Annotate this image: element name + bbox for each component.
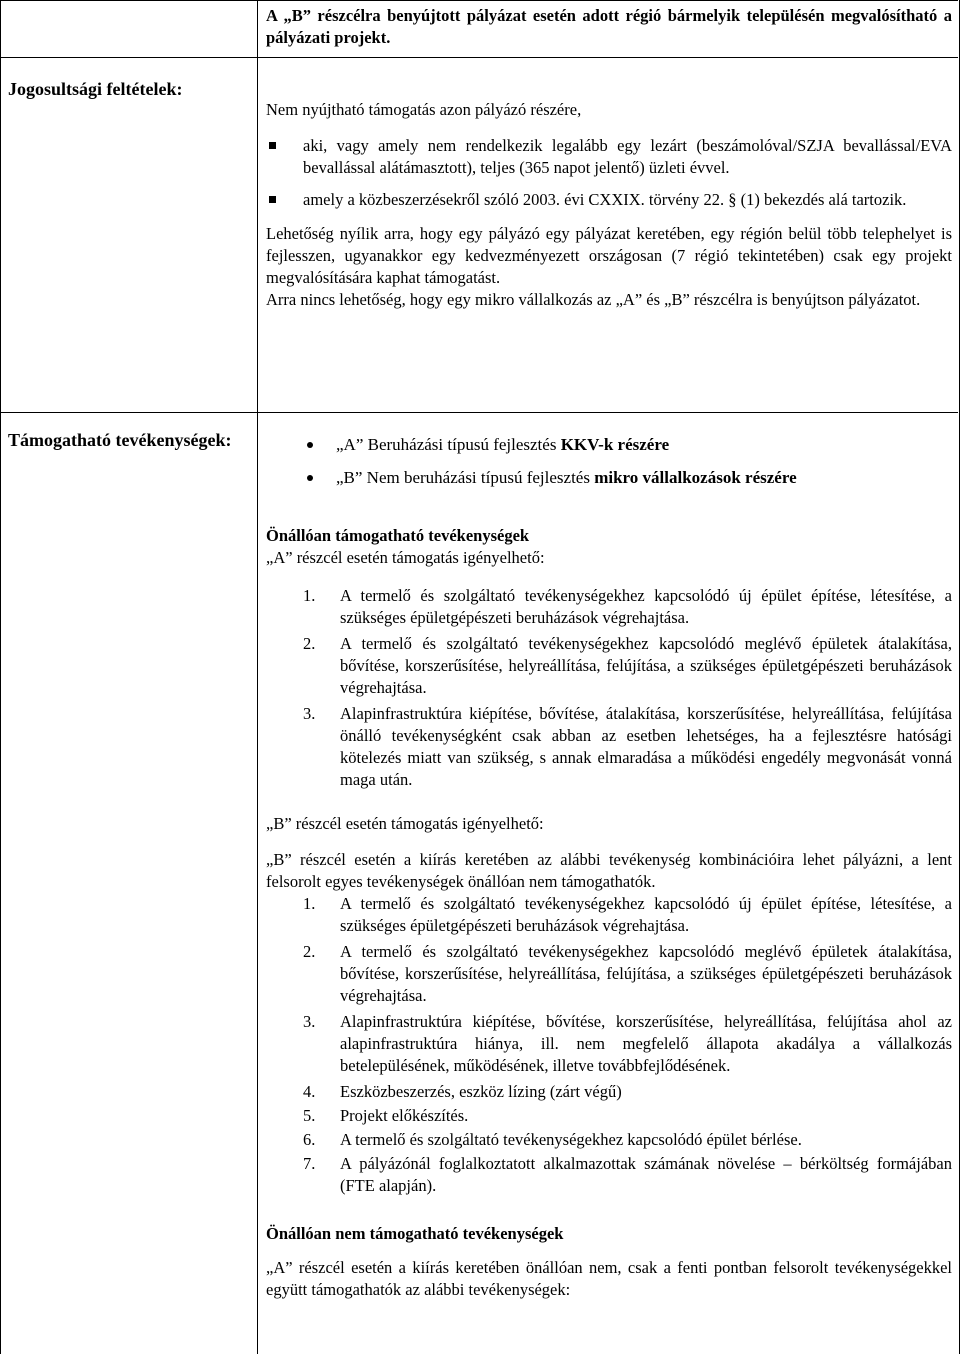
subgoal-b-bold: mikro vállalkozások részére xyxy=(594,468,797,487)
bullet-text: aki, vagy amely nem rendelkezik legalább egy lezárt (beszámolóval/SZJA bevallással/EVA bevallással alátámasztott), teljes (365 napot jelentő) üzleti évvel. xyxy=(303,136,952,177)
item-text: Projekt előkészítés. xyxy=(340,1106,469,1125)
subgoal-a-bold: KKV-k részére xyxy=(560,435,670,454)
list-item xyxy=(266,135,952,179)
subgoal-a-intro: „A” részcél esetén támogatás igényelhető: xyxy=(266,548,545,567)
bullet-text: amely a közbeszerzésekről szóló 2003. évi CXXIX. törvény 22. § (1) bekezdés alá tartozik. xyxy=(303,190,907,209)
eligibility-label: Jogosultsági feltételek: xyxy=(8,79,183,99)
item-text: A termelő és szolgáltató tevékenységekhez kapcsolódó meglévő épületek átalakítása, bővítése, korszerűsítése, helyreállítása, felújítása, a szükséges épületgépészeti beruházások végrehajtása. xyxy=(340,634,952,697)
subgoal-b-text: „B” Nem beruházási típusú fejlesztés xyxy=(336,468,595,487)
item-text: A termelő és szolgáltató tevékenységekhez kapcsolódó épület bérlése. xyxy=(340,1130,802,1149)
item-text: Eszközbeszerzés, eszköz lízing (zárt végű) xyxy=(340,1082,622,1101)
subgoal-b-paragraph: „B” részcél esetén a kiírás keretében az alábbi tevékenység kombinációira lehet pályázni, a lent felsorolt egyes tevékenységek önállóan nem támogathatók. xyxy=(266,850,952,891)
independent-activities-heading: Önállóan támogatható tevékenységek xyxy=(266,526,530,545)
list-item xyxy=(266,1153,952,1197)
list-item xyxy=(266,893,952,937)
item-number: 2. xyxy=(303,942,316,961)
list-item xyxy=(266,1129,952,1151)
item-text: Alapinfrastruktúra kiépítése, bővítése, korszerűsítése, helyreállítása, felújítása ahol az alapinfrastruktúra hiánya, ill. nem megfelelő állapota akadálya a vállalkozás betelepülésének, működésének, illetve továbbfejlődésének. xyxy=(340,1012,952,1075)
list-item xyxy=(266,585,952,629)
list-item xyxy=(266,941,952,1007)
eligibility-bullets xyxy=(266,135,952,211)
subgoal-a-items xyxy=(266,585,952,791)
list-item xyxy=(266,703,952,791)
multi-site-paragraph: Lehetőség nyílik arra, hogy egy pályázó egy pályázat keretében, egy régión belül több telephelyet is fejlesszen, ugyanakkor egy kedvezményezett országosan (7 régió tekintetében) csak egy projekt megvalósítására kaphat támogatást. xyxy=(266,224,952,287)
eligibility-content xyxy=(266,99,952,311)
round-bullet-icon xyxy=(307,475,313,481)
item-number: 1. xyxy=(303,894,316,913)
square-bullet-icon xyxy=(269,196,276,203)
row-divider-2 xyxy=(0,412,958,413)
supported-activities-content xyxy=(266,428,952,1301)
item-text: A termelő és szolgáltató tevékenységekhez kapcsolódó meglévő épületek átalakítása, bővítése, korszerűsítése, helyreállítása, felújítása, a szükséges épületgépészeti beruházások végrehajtása. xyxy=(340,942,952,1005)
subgoal-list xyxy=(266,428,952,494)
item-number: 2. xyxy=(303,634,316,653)
item-number: 1. xyxy=(303,586,316,605)
round-bullet-icon xyxy=(307,442,313,448)
subgoal-b-intro: „B” részcél esetén támogatás igényelhető: xyxy=(266,814,544,833)
item-text: A termelő és szolgáltató tevékenységekhez kapcsolódó új épület építése, létesítése, a szükséges épületgépészeti beruházások végrehajtása. xyxy=(340,586,952,627)
item-number: 3. xyxy=(303,704,316,723)
item-number: 4. xyxy=(303,1082,316,1101)
item-number: 5. xyxy=(303,1106,316,1125)
row-divider-1 xyxy=(0,57,958,58)
list-item xyxy=(266,633,952,699)
non-independent-activities-heading: Önállóan nem támogatható tevékenységek xyxy=(266,1224,564,1243)
item-text: A termelő és szolgáltató tevékenységekhez kapcsolódó új épület építése, létesítése, a szükséges épületgépészeti beruházások végrehajtása. xyxy=(340,894,952,935)
list-item xyxy=(266,1011,952,1077)
subgoal-b-items xyxy=(266,893,952,1197)
square-bullet-icon xyxy=(269,142,276,149)
micro-enterprise-paragraph: Arra nincs lehetőség, hogy egy mikro vállalkozás az „A” és „B” részcélra is benyújtson pályázatot. xyxy=(266,290,921,309)
list-item xyxy=(266,189,952,211)
list-item xyxy=(266,461,952,494)
subgoal-a-text: „A” Beruházási típusú fejlesztés xyxy=(336,435,561,454)
region-note-text: A „B” részcélra benyújtott pályázat esetén adott régió bármelyik településén megvalósítható a pályázati projekt. xyxy=(266,6,952,47)
item-number: 7. xyxy=(303,1154,316,1173)
item-number: 3. xyxy=(303,1012,316,1031)
supported-activities-label: Támogatható tevékenységek: xyxy=(8,430,232,450)
column-divider xyxy=(257,0,258,1354)
eligibility-intro: Nem nyújtható támogatás azon pályázó részére, xyxy=(266,100,582,119)
region-note xyxy=(266,5,952,49)
list-item xyxy=(266,428,952,461)
item-text: A pályázónál foglalkoztatott alkalmazottak számának növelése – bérköltség formájában (FTE alapján). xyxy=(340,1154,952,1195)
item-number: 6. xyxy=(303,1130,316,1149)
item-text: Alapinfrastruktúra kiépítése, bővítése, átalakítása, korszerűsítése, helyreállítása, felújítása önálló tevékenységként csak abban az esetben lehetséges, ha a fejlesztésre hatósági kötelezés miatt van szükség, s annak elmaradása a működési engedély megvonását vonná maga után. xyxy=(340,704,952,789)
list-item xyxy=(266,1081,952,1103)
table-top-border xyxy=(0,0,958,1)
list-item xyxy=(266,1105,952,1127)
non-independent-paragraph: „A” részcél esetén a kiírás keretében önállóan nem, csak a fenti pontban felsorolt tevékenységekkel együtt támogathatók az alábbi tevékenységek: xyxy=(266,1258,952,1299)
